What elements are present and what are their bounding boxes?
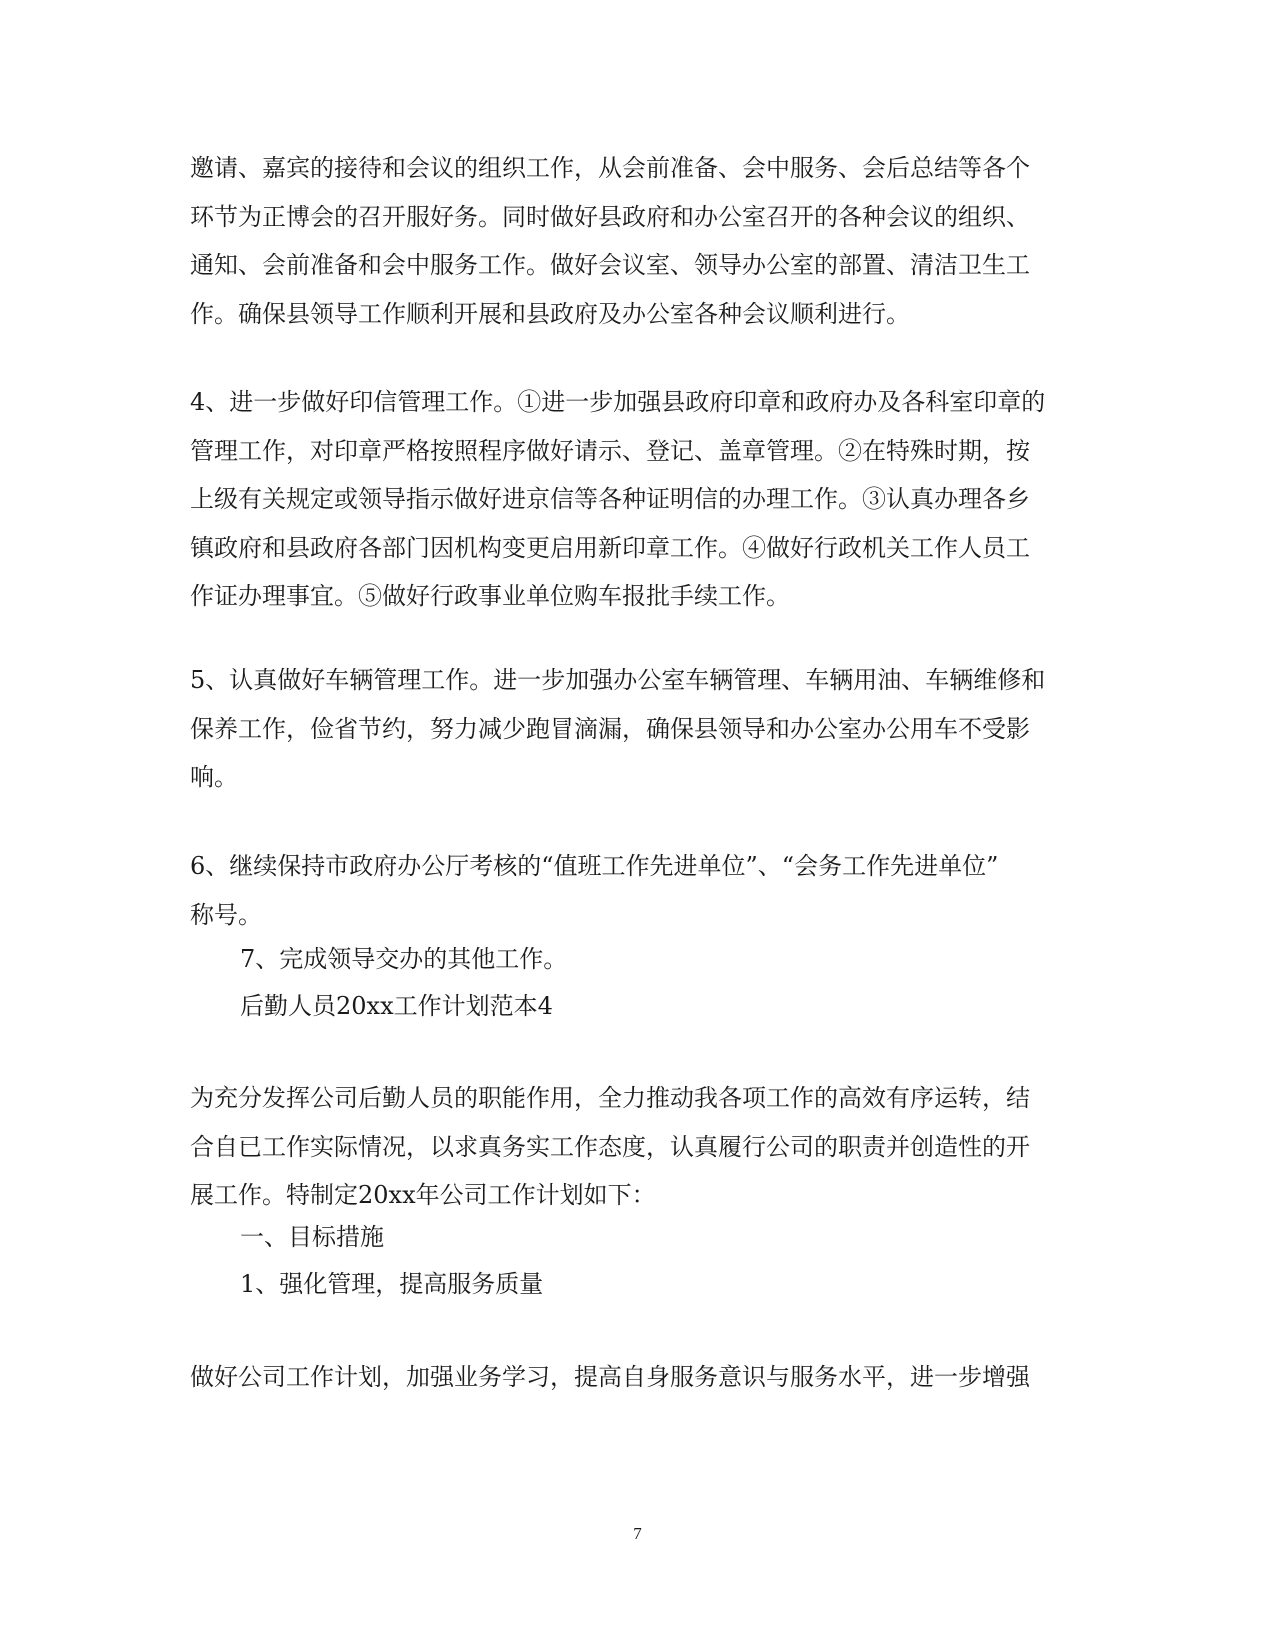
text-line: 为充分发挥公司后勤人员的职能作用，全力推动我各项工作的高效有序运转，结 xyxy=(190,1084,1030,1112)
text-line: 合自已工作实际情况，以求真务实工作态度，认真履行公司的职责并创造性的开 xyxy=(190,1132,1030,1161)
text-line: 镇政府和县政府各部门因机构变更启用新印章工作。④做好行政机关工作人员工 xyxy=(190,533,1030,562)
heading-strengthen-management xyxy=(240,1260,1130,1309)
paragraph-seal-management xyxy=(190,378,1080,621)
text-line: 称号。 xyxy=(190,900,262,929)
text-line: 7、完成领导交办的其他工作。 xyxy=(240,945,568,973)
text-line: 管理工作，对印章严格按照程序做好请示、登记、盖章管理。②在特殊时期，按 xyxy=(190,436,1030,465)
page-number: 7 xyxy=(633,1524,642,1543)
text-line: 通知、会前准备和会中服务工作。做好会议室、领导办公室的部置、清洁卫生工 xyxy=(190,251,1030,279)
text-line: 保养工作，俭省节约，努力减少跑冒滴漏，确保县领导和办公室办公用车不受影 xyxy=(190,714,1030,743)
text-line: 环节为正博会的召开服好务。同时做好县政府和办公室召开的各种会议的组织、 xyxy=(190,202,1030,231)
text-line: 4、进一步做好印信管理工作。①进一步加强县政府印章和政府办及各科室印章的 xyxy=(190,388,1046,416)
paragraph-work-plan xyxy=(190,1353,1080,1402)
text-line: 邀请、嘉宾的接待和会议的组织工作，从会前准备、会中服务、会后总结等各个 xyxy=(190,154,1030,182)
heading-goals xyxy=(240,1213,1130,1262)
paragraph-other-tasks xyxy=(240,935,1130,984)
paragraph-intro xyxy=(190,1074,1080,1220)
section-title xyxy=(240,982,1130,1031)
text-line: 6、继续保持市政府办公厅考核的“值班工作先进单位”、“会务工作先进单位” xyxy=(190,852,999,880)
text-line: 后勤人员20xx工作计划范本4 xyxy=(240,992,553,1020)
text-line: 上级有关规定或领导指示做好进京信等各种证明信的办理工作。③认真办理各乡 xyxy=(190,485,1030,513)
text-line: 做好公司工作计划，加强业务学习，提高自身服务意识与服务水平，进一步增强 xyxy=(190,1363,1030,1391)
text-line: 作证办理事宜。⑤做好行政事业单位购车报批手续工作。 xyxy=(190,582,790,610)
text-line: 作。确保县领导工作顺利开展和县政府及办公室各种会议顺利进行。 xyxy=(190,299,910,328)
text-line: 响。 xyxy=(190,763,238,791)
paragraph-vehicle-management xyxy=(190,656,1080,802)
paragraph-meeting-service xyxy=(190,144,1080,338)
text-line: 一、目标措施 xyxy=(240,1223,384,1251)
text-line: 展工作。特制定20xx年公司工作计划如下： xyxy=(190,1181,656,1209)
paragraph-honors xyxy=(190,842,1080,939)
text-line: 1、强化管理，提高服务质量 xyxy=(240,1270,544,1298)
text-line: 5、认真做好车辆管理工作。进一步加强办公室车辆管理、车辆用油、车辆维修和 xyxy=(190,666,1046,694)
